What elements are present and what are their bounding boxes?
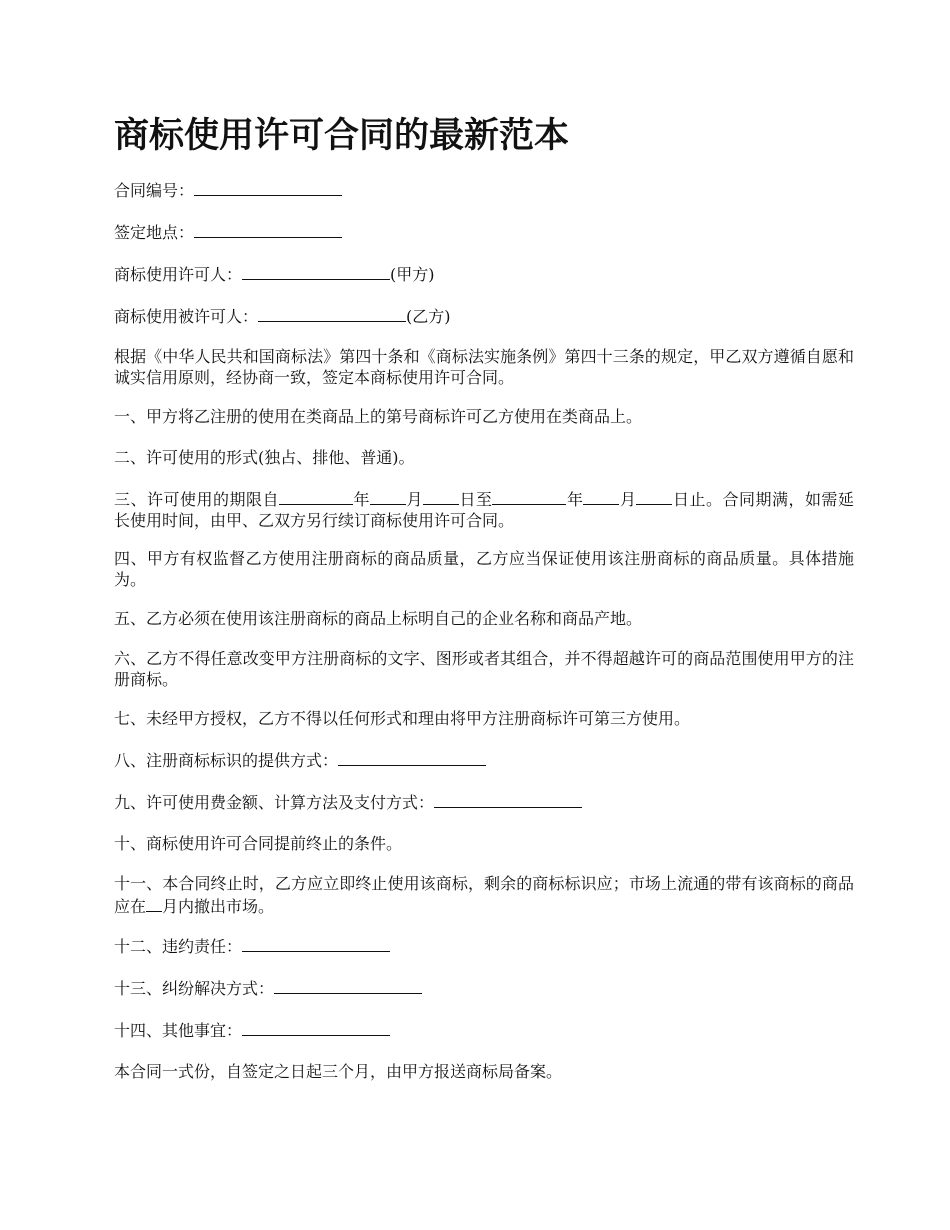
clause-text: 三、许可使用的期限自 [114, 490, 279, 509]
clause-text: 月 [405, 490, 423, 509]
clause-text: 日止。合同期满，如需延长使用时间，由甲、乙双方另行续订商标使用许可合同。 [114, 490, 854, 530]
clause-13 [114, 976, 854, 1001]
fill-blank[interactable] [279, 487, 353, 505]
fill-blank[interactable] [583, 487, 619, 505]
field-signing-place [114, 220, 854, 245]
clause-10: 十、商标使用许可合同提前终止的条件。 [114, 834, 403, 853]
field-licensee [114, 304, 854, 329]
field-contract-number [114, 178, 854, 203]
fill-blank[interactable] [434, 790, 582, 808]
document-title: 商标使用许可合同的最新范本 [114, 116, 570, 156]
fill-blank[interactable] [146, 894, 162, 912]
clause-text: 十四、其他事宜： [114, 1021, 243, 1040]
fill-blank[interactable] [242, 1018, 390, 1036]
fill-blank[interactable] [242, 934, 390, 952]
field-label: 商标使用许可人： [114, 265, 243, 284]
clause-text: 月 [619, 490, 637, 509]
closing-statement: 本合同一式份，自签定之日起三个月，由甲方报送商标局备案。 [114, 1062, 563, 1081]
preamble: 根据《中华人民共和国商标法》第四十条和《商标法实施条例》第四十三条的规定，甲乙双方遵循自愿和诚实信用原则，经协商一致，签定本商标使用许可合同。 [114, 347, 854, 387]
clause-text: 日至 [458, 490, 493, 509]
clause-text: 年 [352, 490, 370, 509]
fill-blank[interactable] [258, 304, 406, 322]
clause-text: 八、注册商标标识的提供方式： [114, 751, 339, 770]
clause-4: 四、甲方有权监督乙方使用注册商标的商品质量，乙方应当保证使用该注册商标的商品质量。具体措施为。 [114, 549, 854, 589]
field-licensor [114, 262, 854, 287]
fill-blank[interactable] [194, 178, 342, 196]
field-label: 商标使用被许可人： [114, 307, 259, 326]
fill-blank[interactable] [636, 487, 672, 505]
clause-text: 十一、本合同终止时，乙方应立即终止使用该商标，剩余的商标标识应；市场上流通的带有该商标的商品应在 [114, 874, 854, 916]
clause-text: 九、许可使用费金额、计算方法及支付方式： [114, 793, 435, 812]
document-body [114, 178, 854, 1101]
clause-11 [114, 873, 854, 917]
clause-7: 七、未经甲方授权，乙方不得以任何形式和理由将甲方注册商标许可第三方使用。 [114, 709, 691, 728]
fill-blank[interactable] [423, 487, 459, 505]
clause-1: 一、甲方将乙注册的使用在类商品上的第号商标许可乙方使用在类商品上。 [114, 407, 643, 426]
clause-text: 年 [566, 490, 584, 509]
fill-blank[interactable] [194, 220, 342, 238]
fill-blank[interactable] [242, 262, 390, 280]
fill-blank[interactable] [274, 976, 422, 994]
clause-12 [114, 934, 854, 959]
clause-14 [114, 1018, 854, 1043]
clause-9 [114, 790, 854, 815]
field-suffix: (乙方) [406, 307, 451, 326]
fill-blank[interactable] [370, 487, 406, 505]
field-label: 签定地点： [114, 223, 195, 242]
field-label: 合同编号： [114, 181, 195, 200]
fill-blank[interactable] [338, 748, 486, 766]
clause-text: 月内撤出市场。 [162, 897, 275, 916]
clause-text: 十三、纠纷解决方式： [114, 979, 275, 998]
clause-text: 十二、违约责任： [114, 937, 243, 956]
fill-blank[interactable] [492, 487, 566, 505]
clause-5: 五、乙方必须在使用该注册商标的商品上标明自己的企业名称和商品产地。 [114, 609, 643, 628]
clause-2: 二、许可使用的形式(独占、排他、普通)。 [114, 448, 415, 467]
field-suffix: (甲方) [390, 265, 435, 284]
clause-6: 六、乙方不得任意改变甲方注册商标的文字、图形或者其组合，并不得超越许可的商品范围使用甲方的注册商标。 [114, 649, 854, 689]
clause-8 [114, 748, 854, 773]
clause-3 [114, 487, 854, 531]
